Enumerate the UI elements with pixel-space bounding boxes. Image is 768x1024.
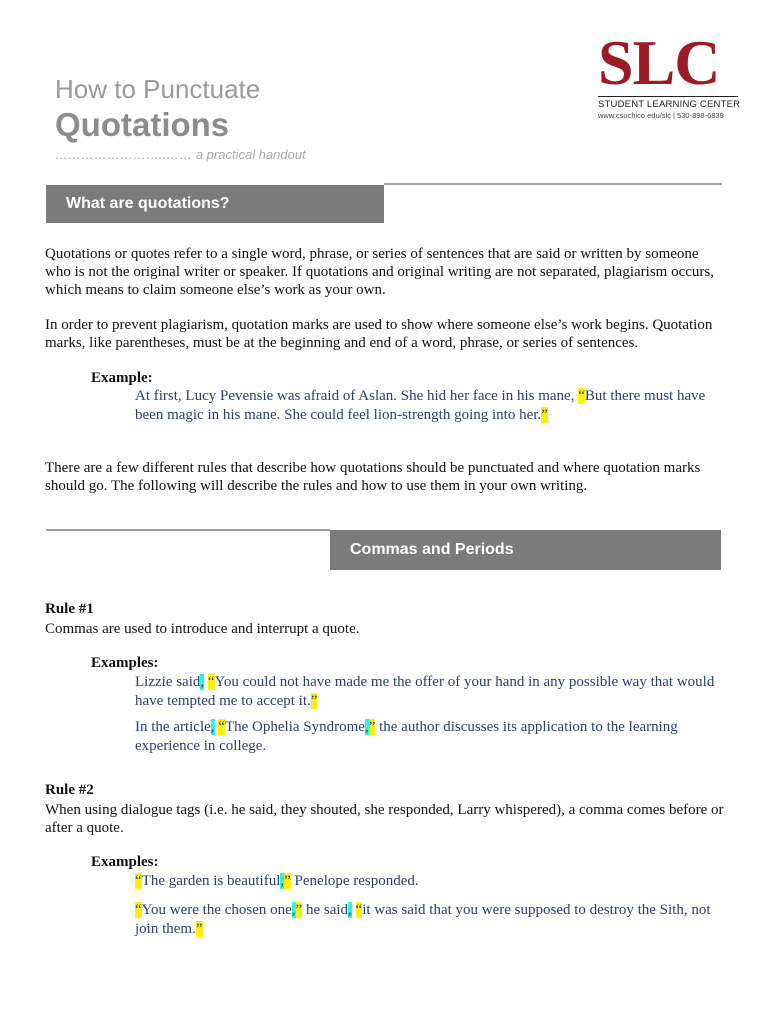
open-quote-mark: “ [578, 388, 585, 404]
example-text-a: At first, Lucy Pevensie was afraid of Aslan. She hid her face in his mane, [135, 388, 579, 404]
comma-mark: , [210, 719, 215, 735]
close-quote-mark: ” [284, 873, 291, 889]
slc-logo [598, 27, 741, 120]
logo-name: STUDENT LEARNING CENTER [598, 96, 738, 110]
rule-2-examples-label: Examples: [91, 854, 159, 870]
rule-1-example-2 [135, 718, 725, 755]
example-text-b: But there must have been magic in his mane. She could feel lion-strength going into her. [135, 388, 706, 423]
comma-mark: , [364, 719, 369, 735]
example-text: In the article [135, 719, 211, 735]
section-1-heading-text: What are quotations? [66, 195, 230, 212]
open-quote-mark: “ [207, 674, 215, 690]
intro-paragraph-2: In order to prevent plagiarism, quotation marks are used to show where someone else’s work begins. Quotation marks, like parentheses, must be at the beginning and end of a word, phrase, or series of sentences. [45, 317, 713, 351]
close-quote-mark: ” [541, 406, 548, 423]
section-1-heading [46, 185, 384, 223]
title-line-1: How to Punctuate [55, 74, 261, 104]
rule-1-example-1 [135, 673, 725, 710]
comma-mark: , [348, 902, 352, 918]
rule-1-title: Rule #1 [45, 601, 94, 617]
section-1-rule [384, 183, 722, 185]
open-quote-mark: “ [135, 873, 142, 889]
example-text: it was said that you were supposed to destroy the Sith, not join them. [135, 902, 711, 937]
example-text: he said [302, 902, 349, 918]
space [352, 902, 356, 918]
section-2-heading-text: Commas and Periods [350, 541, 514, 558]
example-text: You were the chosen one [141, 902, 292, 918]
rule-1-description: Commas are used to introduce and interrupt a quote. [45, 621, 360, 637]
example-text: the author discusses its application to the learning experience in college. [135, 719, 678, 754]
example-text: The Ophelia Syndrome [224, 719, 365, 735]
logo-mark: SLC [598, 27, 720, 98]
title-line-2: Quotations [55, 106, 230, 143]
rule-2-title: Rule #2 [45, 782, 94, 798]
example-text: The garden is beautiful [141, 873, 281, 889]
example-label: Example: [91, 370, 153, 386]
example-text: You could not have made me the offer of your hand in any possible way that would have tempted me to accept it. [135, 674, 715, 709]
subtitle: ……………………..…… a practical handout [55, 147, 306, 162]
comma-mark: , [291, 902, 296, 918]
comma-mark: , [280, 873, 285, 889]
intro-paragraph-1: Quotations or quotes refer to a single word, phrase, or series of sentences that are said or written by someone who is not the original writer or speaker. If quotations and original writing are not separated, plagiarism occurs, which means to claim someone else’s work as your own. [45, 246, 714, 298]
close-quote-mark: ” [368, 719, 376, 735]
rule-2-example-2 [135, 901, 725, 938]
example-quote [135, 387, 725, 424]
close-quote-mark: ” [195, 920, 203, 937]
logo-contact: www.csuchico.edu/slc | 530-898-6839 [598, 111, 724, 120]
example-text: Penelope responded. [290, 873, 419, 889]
section-2-rule [46, 529, 330, 531]
comma-mark: , [200, 674, 205, 690]
rule-2-description: When using dialogue tags (i.e. he said, they shouted, she responded, Larry whispered), a comma comes before or after a quote. [45, 802, 724, 836]
section-2-heading [330, 530, 721, 570]
rule-2-example-1 [135, 872, 725, 891]
open-quote-mark: “ [135, 902, 142, 918]
intro-paragraph-3: There are a few different rules that describe how quotations should be punctuated and where quotation marks should go. The following will describe the rules and how to use them in your own writing. [45, 460, 701, 494]
open-quote-mark: “ [218, 719, 225, 735]
rule-1-examples-label: Examples: [91, 655, 159, 671]
example-text: Lizzie said [135, 674, 201, 690]
close-quote-mark: ” [310, 692, 318, 709]
close-quote-mark: ” [295, 902, 303, 918]
open-quote-mark: “ [355, 902, 363, 918]
